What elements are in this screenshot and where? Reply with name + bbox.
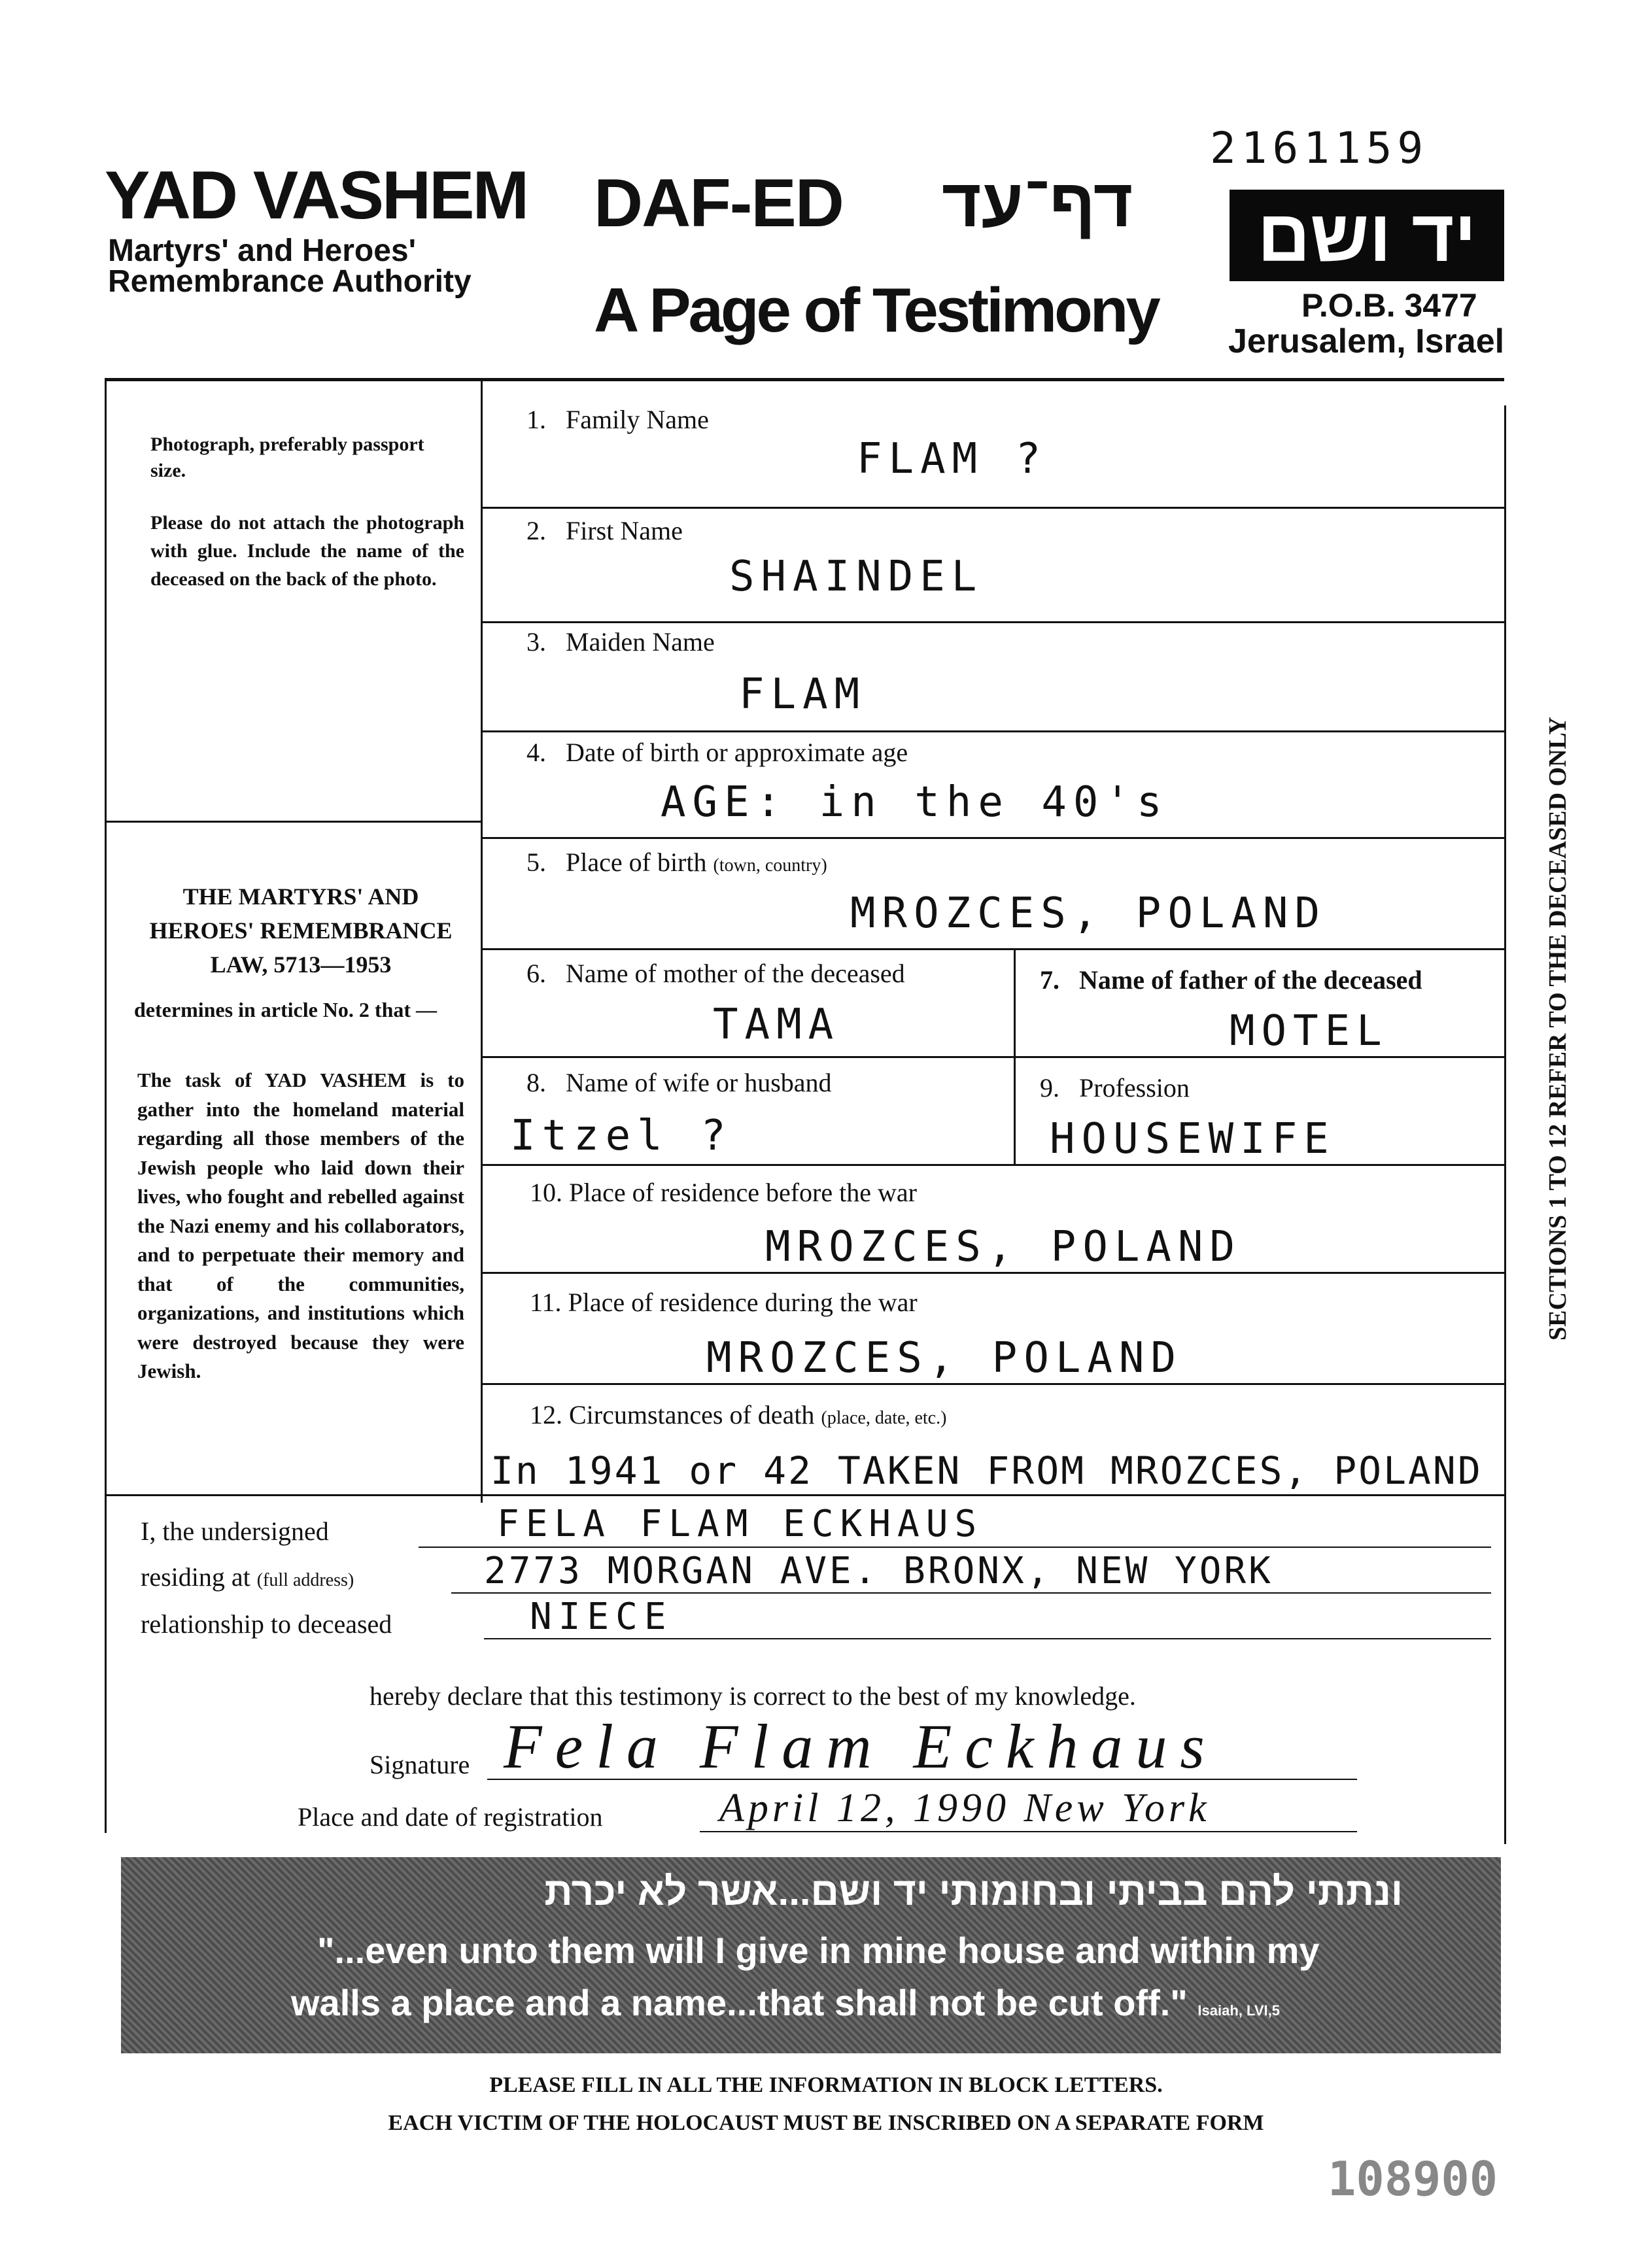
frame-right-line: [1504, 405, 1506, 1844]
residence-during-war-value[interactable]: MROZCES, POLAND: [706, 1334, 1182, 1382]
first-name-value[interactable]: SHAINDEL: [729, 553, 984, 601]
field-12-label: 12. Circumstances of death (place, date, etc.): [530, 1400, 947, 1429]
section-divider: [105, 1494, 1504, 1496]
residing-label: residing at (full address): [141, 1562, 354, 1592]
row-line: [481, 1056, 1504, 1058]
row-line: [481, 507, 1504, 509]
circumstances-of-death-value[interactable]: In 1941 or 42 TAKEN FROM MROZCES, POLAND: [490, 1448, 1483, 1493]
page-title: A Page of Testimony: [594, 275, 1158, 345]
daf-ed-title: DAF-ED: [594, 165, 843, 241]
split-divider: [1014, 948, 1016, 1164]
photo-note-title: Photograph, preferably passport size.: [150, 434, 424, 481]
declaration-text: hereby declare that this testimony is correct to the best of my knowledge.: [370, 1681, 1136, 1711]
registration-label: Place and date of registration: [298, 1802, 603, 1832]
undersigned-label: I, the undersigned: [141, 1516, 329, 1546]
row-line: [481, 730, 1504, 732]
father-name-value[interactable]: MOTEL: [1230, 1007, 1388, 1055]
residing-value[interactable]: 2773 MORGAN AVE. BRONX, NEW YORK: [484, 1550, 1273, 1592]
field-2-label: 2. First Name: [526, 516, 683, 545]
relationship-line: [484, 1638, 1491, 1639]
mother-name-value[interactable]: TAMA: [713, 1001, 840, 1049]
banner-source: Isaiah, LVI,5: [1197, 2002, 1280, 2019]
field-7-label: 7. Name of father of the deceased: [1040, 965, 1422, 995]
footer-instruction-1: PLEASE FILL IN ALL THE INFORMATION IN BLOCK LETTERS.: [489, 2073, 1163, 2097]
undersigned-line: [419, 1547, 1491, 1548]
signature-label: Signature: [370, 1750, 470, 1779]
daf-ed-hebrew-title: דף־עד: [942, 165, 1133, 241]
spouse-name-value[interactable]: Itzel ?: [510, 1112, 732, 1160]
field-9-label: 9. Profession: [1040, 1073, 1190, 1103]
banner-english-line-1: "...even unto them will I give in mine house and within my: [317, 1930, 1320, 1971]
quote-banner: [121, 1857, 1501, 2053]
field-8-label: 8. Name of wife or husband: [526, 1068, 832, 1097]
field-4-label: 4. Date of birth or approximate age: [526, 738, 908, 767]
row-line: [481, 621, 1504, 623]
field-1-label: 1. Family Name: [526, 405, 709, 434]
po-box: P.O.B. 3477: [1301, 287, 1477, 324]
law-task: The task of YAD VASHEM is to gather into the homeland material regarding all those members of the Jewish people who laid down their lives, who fought and rebelled against the Nazi enemy and his collaborators, and to perpetuate their memory and that of the communities, organizations, and institutions which were destroyed because they were Jewish.: [137, 1069, 464, 1382]
yad-vashem-logo: יד ושם: [1230, 190, 1504, 281]
row-line: [481, 1383, 1504, 1385]
residing-line: [451, 1592, 1491, 1594]
law-article: determines in article No. 2 that —: [134, 998, 438, 1021]
field-6-label: 6. Name of mother of the deceased: [526, 959, 905, 988]
field-5-label: 5. Place of birth (town, country): [526, 847, 827, 877]
org-title: YAD VASHEM: [105, 158, 528, 233]
row-line: [481, 948, 1504, 950]
column-divider: [481, 378, 483, 1503]
relationship-value[interactable]: NIECE: [530, 1596, 673, 1638]
row-line: [481, 837, 1504, 839]
row-line: [481, 1164, 1504, 1166]
signature-value[interactable]: Fela Flam Eckhaus: [504, 1711, 1218, 1781]
relationship-label: relationship to deceased: [141, 1609, 392, 1639]
residence-before-war-value[interactable]: MROZCES, POLAND: [765, 1223, 1241, 1271]
place-of-birth-value[interactable]: MROZCES, POLAND: [850, 889, 1326, 938]
photo-note-body: Please do not attach the photograph with glue. Include the name of the deceased on the back of the photo.: [150, 512, 464, 590]
address-city: Jerusalem, Israel: [1228, 322, 1505, 360]
frame-left-line: [105, 378, 107, 1833]
left-column-divider: [105, 821, 483, 823]
org-subtitle: Martyrs' and Heroes' Remembrance Authority: [108, 233, 472, 299]
banner-hebrew-quote: ונתתי להם בביתי ובחומותי יד ושם...אשר לא יכרת: [544, 1870, 1403, 1913]
field-3-label: 3. Maiden Name: [526, 627, 715, 657]
document-number: 2161159: [1210, 123, 1429, 173]
row-line: [481, 1272, 1504, 1274]
family-name-value[interactable]: FLAM ?: [857, 435, 1048, 483]
undersigned-value[interactable]: FELA FLAM ECKHAUS: [497, 1503, 984, 1545]
footer-instruction-2: EACH VICTIM OF THE HOLOCAUST MUST BE INSCRIBED ON A SEPARATE FORM: [388, 2111, 1264, 2135]
banner-english-line-2: walls a place and a name...that shall not be cut off." Isaiah, LVI,5: [291, 1982, 1280, 2023]
field-11-label: 11. Place of residence during the war: [530, 1288, 918, 1317]
registration-value[interactable]: April 12, 1990 New York: [719, 1786, 1211, 1830]
maiden-name-value[interactable]: FLAM: [739, 670, 867, 719]
law-heading: THE MARTYRS' AND HEROES' REMEMBRANCE LAW, 5713—1953: [149, 883, 453, 978]
frame-top-line: [105, 378, 1504, 381]
profession-value[interactable]: HOUSEWIFE: [1050, 1115, 1335, 1163]
stamp-number: 108900: [1328, 2151, 1498, 2206]
field-10-label: 10. Place of residence before the war: [530, 1178, 917, 1207]
side-note-vertical: SECTIONS 1 TO 12 REFER TO THE DECEASED ONLY: [1544, 717, 1572, 1341]
age-value[interactable]: AGE: in the 40's: [661, 778, 1169, 827]
